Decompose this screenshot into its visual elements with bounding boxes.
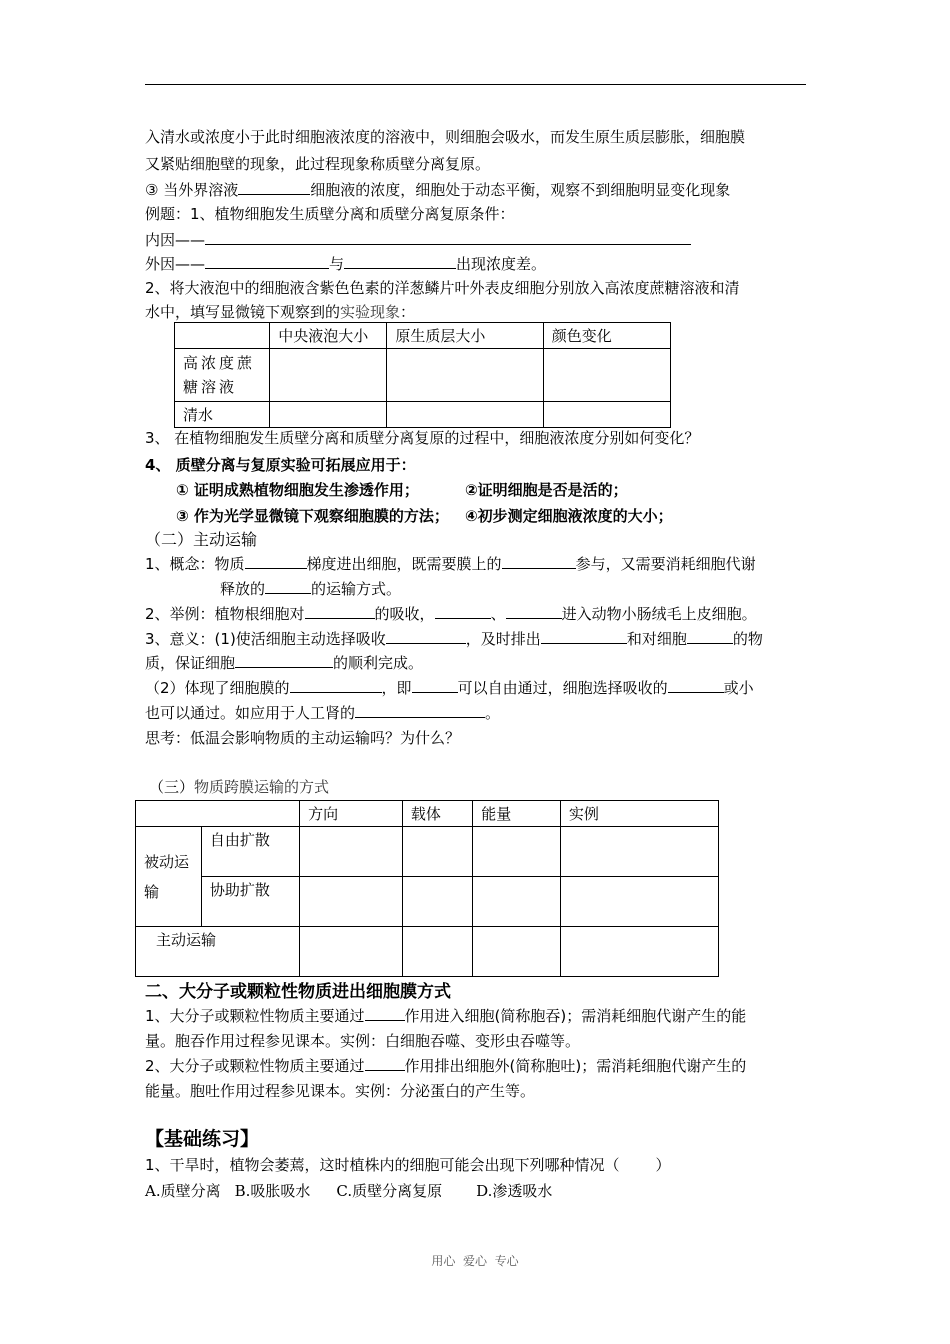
answer-cell[interactable]: [300, 827, 403, 877]
table-header: 能量: [473, 801, 561, 827]
row-label: 协助扩散: [201, 877, 299, 927]
answer-cell[interactable]: [270, 349, 387, 402]
row-label: 自由扩散: [201, 827, 299, 877]
text-line: 质，保证细胞 的顺利完成。: [145, 654, 424, 672]
text-line: 4、 质壁分离与复原实验可拓展应用于：: [145, 456, 416, 474]
text-line: 1、大分子或颗粒性物质主要通过 作用进入细胞(简称胞吞)；需消耗细胞代谢产生的能: [145, 1007, 747, 1025]
question-text: 1、干旱时，植物会萎蔫，这时植株内的细胞可能会出现下列哪种情况（ ）: [145, 1156, 671, 1174]
text-line: 例题：1、植物细胞发生质壁分离和质壁分离复原条件：: [145, 205, 515, 223]
answer-cell[interactable]: [560, 827, 718, 877]
answer-cell[interactable]: [473, 927, 561, 977]
text-line: ③ 当外界溶液 细胞液的浓度，细胞处于动态平衡，观察不到细胞明显变化现象: [145, 181, 731, 199]
answer-cell[interactable]: [387, 349, 543, 402]
text-line: ③ 作为光学显微镜下观察细胞膜的方法； ④初步测定细胞液浓度的大小；: [176, 507, 673, 525]
answer-options: [145, 1181, 552, 1201]
text-line: 2、大分子或颗粒性物质主要通过 作用排出细胞外(简称胞吐)；需消耗细胞代谢产生的: [145, 1057, 747, 1075]
transport-table: [135, 800, 719, 977]
answer-cell[interactable]: [473, 877, 561, 927]
answer-cell[interactable]: [300, 877, 403, 927]
text-line: 量。胞吞作用过程参见课本。实例：白细胞吞噬、变形虫吞噬等。: [145, 1032, 581, 1050]
text-line: 也可以通过。如应用于人工肾的 。: [145, 704, 501, 722]
option-a[interactable]: A.质壁分离: [145, 1182, 221, 1200]
text-line: 外因—— 与 出现浓度差。: [145, 255, 547, 273]
header-rule: [145, 84, 806, 85]
answer-cell[interactable]: [402, 827, 472, 877]
text-line: 1、概念：物质 梯度进出细胞，既需要膜上的 参与，又需要消耗细胞代谢: [145, 555, 756, 573]
row-label: 高浓度蔗糖溶液: [175, 349, 270, 402]
text-line: 入清水或浓度小于此时细胞液浓度的溶液中，则细胞会吸水，而发生原生质层膨胀，细胞膜: [145, 128, 746, 146]
observation-table: [174, 322, 671, 428]
text-line: 3、 在植物细胞发生质壁分离和质壁分离复原的过程中，细胞液浓度分别如何变化？: [145, 429, 700, 447]
answer-cell[interactable]: [560, 877, 718, 927]
text-line: 3、意义：(1)使活细胞主动选择吸收 ，及时排出 和对细胞 的物: [145, 630, 763, 648]
section-heading: 【基础练习】: [145, 1128, 260, 1150]
section-heading: （三）物质跨膜运输的方式: [149, 778, 330, 796]
answer-cell[interactable]: [543, 402, 670, 428]
answer-cell[interactable]: [560, 927, 718, 977]
answer-cell[interactable]: [270, 402, 387, 428]
option-d[interactable]: D.渗透吸水: [476, 1182, 553, 1200]
answer-cell[interactable]: [402, 877, 472, 927]
option-c[interactable]: C.质壁分离复原: [336, 1182, 443, 1200]
row-label: 主动运输: [136, 927, 300, 977]
table-header: 方向: [300, 801, 403, 827]
text-line: （2）体现了细胞膜的 ，即 可以自由通过，细胞选择吸收的 或小: [145, 679, 754, 697]
option-b[interactable]: B.吸胀吸水: [234, 1182, 311, 1200]
table-header: 中央液泡大小: [270, 323, 387, 349]
table-header: 载体: [402, 801, 472, 827]
answer-cell[interactable]: [402, 927, 472, 977]
text-line: 又紧贴细胞壁的现象，此过程现象称质壁分离复原。: [145, 155, 491, 173]
text-line: 内因——: [145, 230, 691, 250]
section-heading: 二、大分子或颗粒性物质进出细胞膜方式: [145, 982, 451, 1002]
text-line: 释放的 的运输方式。: [220, 580, 402, 598]
answer-cell[interactable]: [300, 927, 403, 977]
table-header: 原生质层大小: [387, 323, 543, 349]
text-line: 水中，填写显微镜下观察到的实验现象：: [145, 303, 416, 321]
text-line: 2、举例：植物根细胞对 的吸收， 、 进入动物小肠绒毛上皮细胞。: [145, 605, 757, 623]
answer-cell[interactable]: [387, 402, 543, 428]
answer-cell[interactable]: [543, 349, 670, 402]
page-footer: 用心 爱心 专心: [431, 1254, 519, 1268]
section-heading: （二）主动运输: [145, 530, 258, 549]
table-header: 实例: [560, 801, 718, 827]
text-line: 2、将大液泡中的细胞液含紫色色素的洋葱鳞片叶外表皮细胞分别放入高浓度蔗糖溶液和清: [145, 279, 740, 297]
text-line: 能量。胞吐作用过程参见课本。实例：分泌蛋白的产生等。: [145, 1082, 536, 1100]
row-label: 被动运输: [136, 827, 202, 927]
text-line: ① 证明成熟植物细胞发生渗透作用； ②证明细胞是否是活的；: [176, 481, 628, 499]
text-line: 思考：低温会影响物质的主动运输吗？为什么？: [145, 729, 461, 747]
answer-cell[interactable]: [473, 827, 561, 877]
row-label: 清水: [175, 402, 270, 428]
table-header: 颜色变化: [543, 323, 670, 349]
